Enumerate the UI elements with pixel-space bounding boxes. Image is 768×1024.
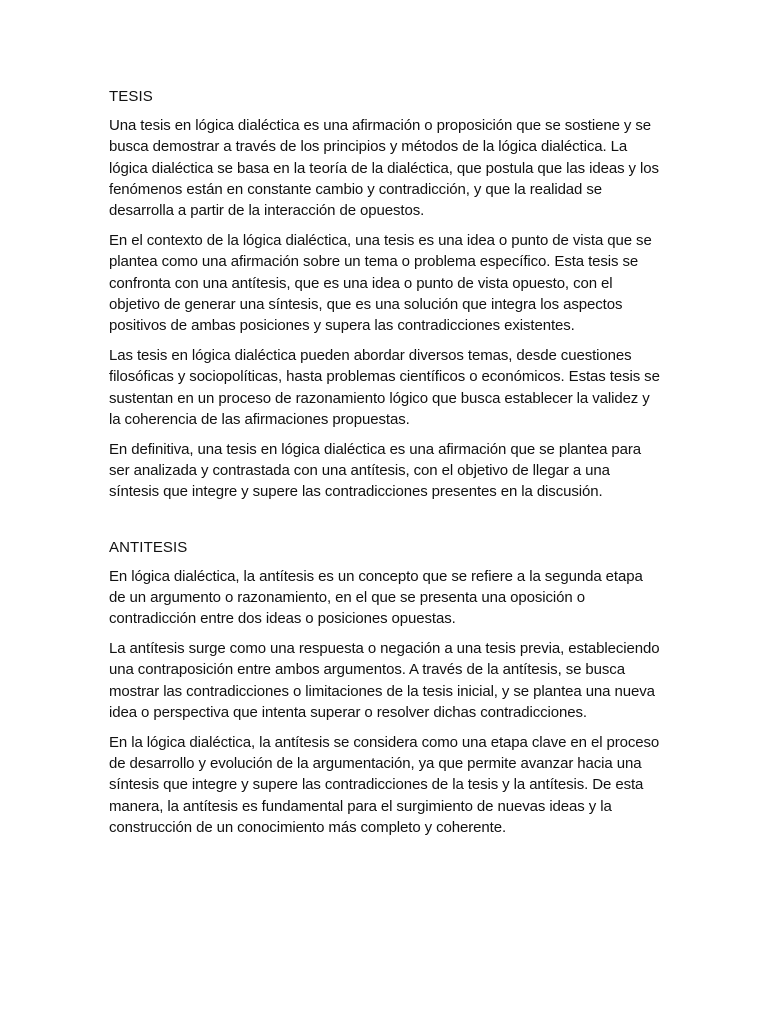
section-heading: TESIS <box>109 88 153 105</box>
section-tesis <box>109 86 661 503</box>
section-antitesis <box>109 537 661 839</box>
paragraph: En lógica dialéctica, la antítesis es un concepto que se refiere a la segunda etapa de un argumento o razonamiento, en el que se presenta una oposición o contradicción entre dos ideas o posiciones opuestas. <box>109 567 643 628</box>
paragraph: En definitiva, una tesis en lógica dialéctica es una afirmación que se plantea para ser analizada y contrastada con una antítesis, con el objetivo de llegar a una síntesis que integre y supere las contradicciones presentes en la discusión. <box>109 440 642 501</box>
paragraph: En la lógica dialéctica, la antítesis se considera como una etapa clave en el proceso de desarrollo y evolución de la argumentación, ya que permite avanzar hacia una síntesis que integre y supere las contradicciones de la tesis y la antítesis. De esta manera, la antítesis es fundamental para el surgimiento de nuevas ideas y la construcción de un conocimiento más completo y coherente. <box>109 733 660 836</box>
paragraph: En el contexto de la lógica dialéctica, una tesis es una idea o punto de vista que se plantea como una afirmación sobre un tema o problema específico. Esta tesis se confronta con una antítesis, que es una idea o punto de vista opuesto, con el objetivo de generar una síntesis, que es una solución que integra los aspectos positivos de ambas posiciones y supera las contradicciones existentes. <box>109 231 652 335</box>
paragraph: La antítesis surge como una respuesta o negación a una tesis previa, estableciendo una contraposición entre ambos argumentos. A través de la antítesis, se busca mostrar las contradicciones o limitaciones de la tesis inicial, y se plantea una nueva idea o perspectiva que intenta superar o resolver dichas contradicciones. <box>109 639 660 721</box>
paragraph: Una tesis en lógica dialéctica es una afirmación o proposición que se sostiene y se busca demostrar a través de los principios y métodos de la lógica dialéctica. La lógica dialéctica se basa en la teoría de la dialéctica, que postula que las ideas y los fenómenos están en constante cambio y contradicción, y que la realidad se desarrolla a partir de la interacción de opuestos. <box>109 117 659 220</box>
paragraph: Las tesis en lógica dialéctica pueden abordar diversos temas, desde cuestiones filosóficas y sociopolíticas, hasta problemas científicos o económicos. Estas tesis se sustentan en un proceso de razonamiento lógico que busca establecer la validez y la coherencia de las afirmaciones propuestas. <box>109 346 660 428</box>
document-page <box>109 86 661 847</box>
section-heading: ANTITESIS <box>109 538 188 556</box>
